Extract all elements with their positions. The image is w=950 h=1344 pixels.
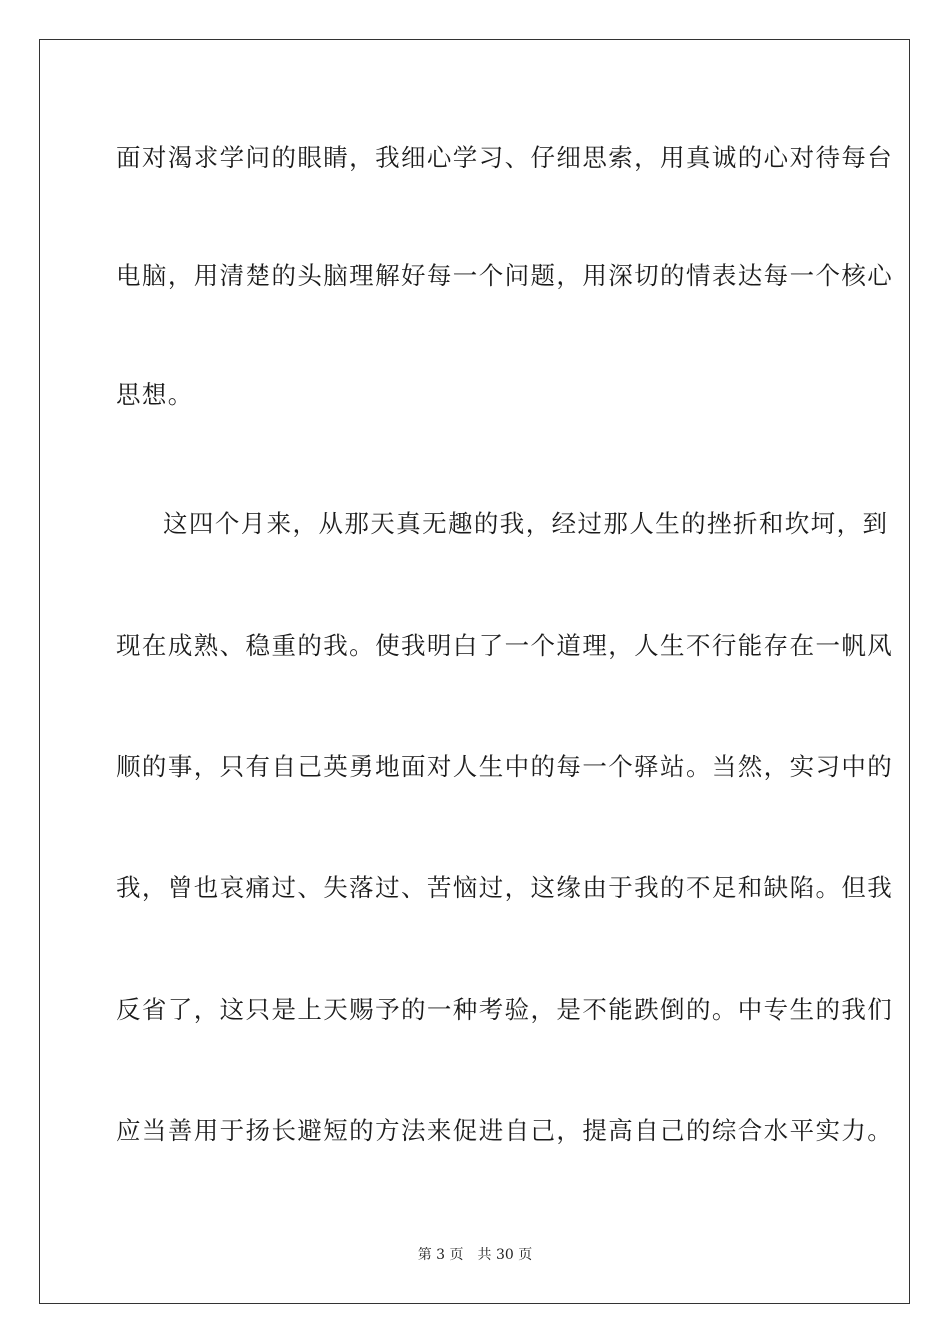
page-number: 第 3 页: [417, 1247, 464, 1263]
paragraph-line: 顺 的 事 ， 只 有 自 己 英 勇 地 面 对 人 生 中 的 每 一 个 驿 站 。 当 然 ， 实 习 中 的: [116, 752, 894, 781]
paragraph-line: 这 四 个 月 来 ， 从 那 天 真 无 趣 的 我 ， 经 过 那 人 生 的 挫 折 和 坎 坷 ， 到: [163, 509, 889, 538]
paragraph-line: 电 脑 ， 用 清 楚 的 头 脑 理 解 好 每 一 个 问 题 ， 用 深 切 的 情 表 达 每 一 个 核 心: [116, 261, 894, 290]
paragraph-line: 思想。: [116, 380, 194, 409]
paragraph-line: 我 ， 曾 也 哀 痛 过 、 失 落 过 、 苦 恼 过 ， 这 缘 由 于 我 的 不 足 和 缺 陷 。 但 我: [116, 873, 894, 902]
page-footer: [0, 1246, 950, 1264]
paragraph-line: 应 当 善 用 于 扬 长 避 短 的 方 法 来 促 进 自 己 ， 提 高 自 己 的 综 合 水 平 实 力 。: [116, 1116, 894, 1145]
page-total: 共 30 页: [477, 1247, 533, 1263]
paragraph-line: 反 省 了 ， 这 只 是 上 天 赐 予 的 一 种 考 验 ， 是 不 能 跌 倒 的 。 中 专 生 的 我 们: [116, 995, 894, 1024]
paragraph-line: 面 对 渴 求 学 问 的 眼 睛 ， 我 细 心 学 习 、 仔 细 思 索 ， 用 真 诚 的 心 对 待 每 台: [116, 143, 894, 172]
paragraph-line: 现 在 成 熟 、 稳 重 的 我 。 使 我 明 白 了 一 个 道 理 ， 人 生 不 行 能 存 在 一 帆 风: [116, 631, 894, 660]
